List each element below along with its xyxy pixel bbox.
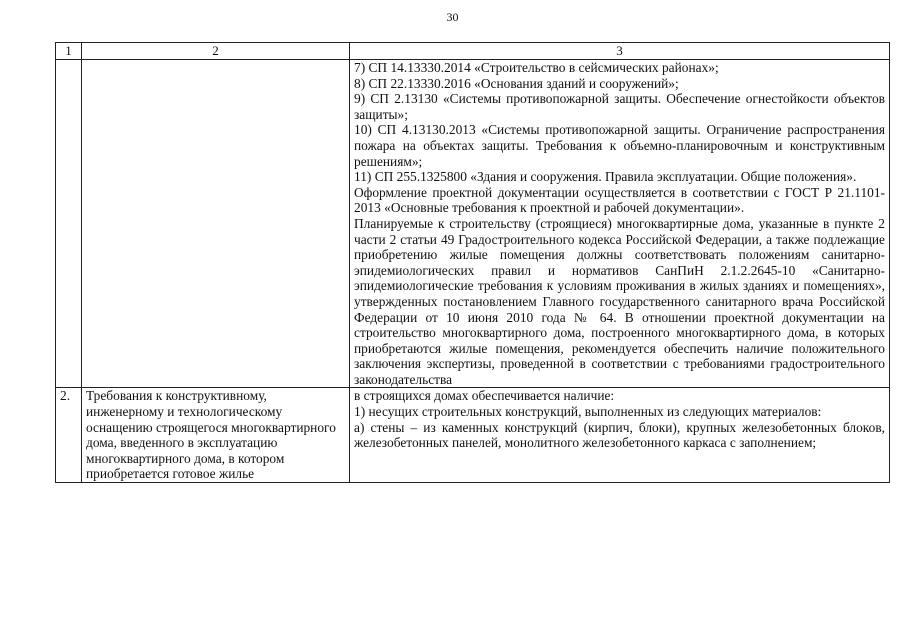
- paragraph: в строящихся домах обеспечивается наличие:: [354, 388, 615, 404]
- paragraph: Оформление проектной документации осуществляется в соответствии с ГОСТ Р 21.1101-2013 «Основные требования к проектной и рабочей документации».: [354, 184, 885, 216]
- paragraph: 10) СП 4.13130.2013 «Системы противопожарной защиты. Ограничение распространения пожара на объектах защиты. Требования к объемно-планировочным и конструктивным решениям»;: [354, 122, 885, 169]
- page-number: 30: [446, 10, 459, 24]
- column-header-3: 3: [350, 43, 890, 60]
- paragraph: 8) СП 22.13330.2016 «Основания зданий и сооружений»;: [354, 75, 679, 91]
- paragraph: 9) СП 2.13130 «Системы противопожарной защиты. Обеспечение огнестойкости объектов защиты»;: [354, 91, 885, 122]
- requirements-table: [55, 42, 890, 483]
- table-row: [56, 60, 890, 388]
- paragraph: 7) СП 14.13330.2014 «Строительство в сейсмических районах»;: [354, 60, 719, 75]
- paragraph: а) стены – из каменных конструкций (кирпич, блоки), крупных железобетонных блоков, железобетонных панелей, монолитного железобетонного каркаса с заполнением;: [354, 419, 885, 451]
- paragraph: 11) СП 255.1325800 «Здания и сооружения. Правила эксплуатации. Общие положения».: [354, 169, 857, 185]
- row-number-cell: 2.: [56, 388, 82, 483]
- column-header-1: 1: [56, 43, 82, 60]
- table-header-row: [56, 43, 890, 60]
- row-number-cell: [56, 60, 82, 388]
- content-cell: [350, 60, 890, 388]
- paragraph: Планируемые к строительству (строящиеся) многоквартирные дома, указанные в пункте 2 части 2 статьи 49 Градостроительного кодекса Российской Федерации, а также подлежащие приобретению жилые помещения должны соответствовать положениям санитарно-эпидемиологических правил и нормативов СанПиН 2.1.2.2645-10 «Санитарно-эпидемиологические требования к условиям проживания в жилых зданиях и помещениях», утвержденных постановлением Главного государственного санитарного врача Российской Федерации от 10 июня 2010 года № 64. В отношении проектной документации на строительство многоквартирного дома, построенного многоквартирного дома, в которых приобретаются жилые помещения, рекомендуется обеспечить наличие положительного заключения экспертизы, проведенной в соответствии с требованиями градостроительного законодательства: [354, 215, 885, 387]
- table-row: [56, 388, 890, 483]
- requirement-cell: Требования к конструктивному, инженерному и технологическому оснащению строящегося многоквартирного дома, введенного в эксплуатацию многоквартирного дома, в котором приобретается готовое жилье: [82, 388, 350, 483]
- column-header-2: 2: [82, 43, 350, 60]
- requirement-cell: [82, 60, 350, 388]
- content-cell: [350, 388, 890, 483]
- paragraph: 1) несущих строительных конструкций, выполненных из следующих материалов:: [354, 404, 822, 420]
